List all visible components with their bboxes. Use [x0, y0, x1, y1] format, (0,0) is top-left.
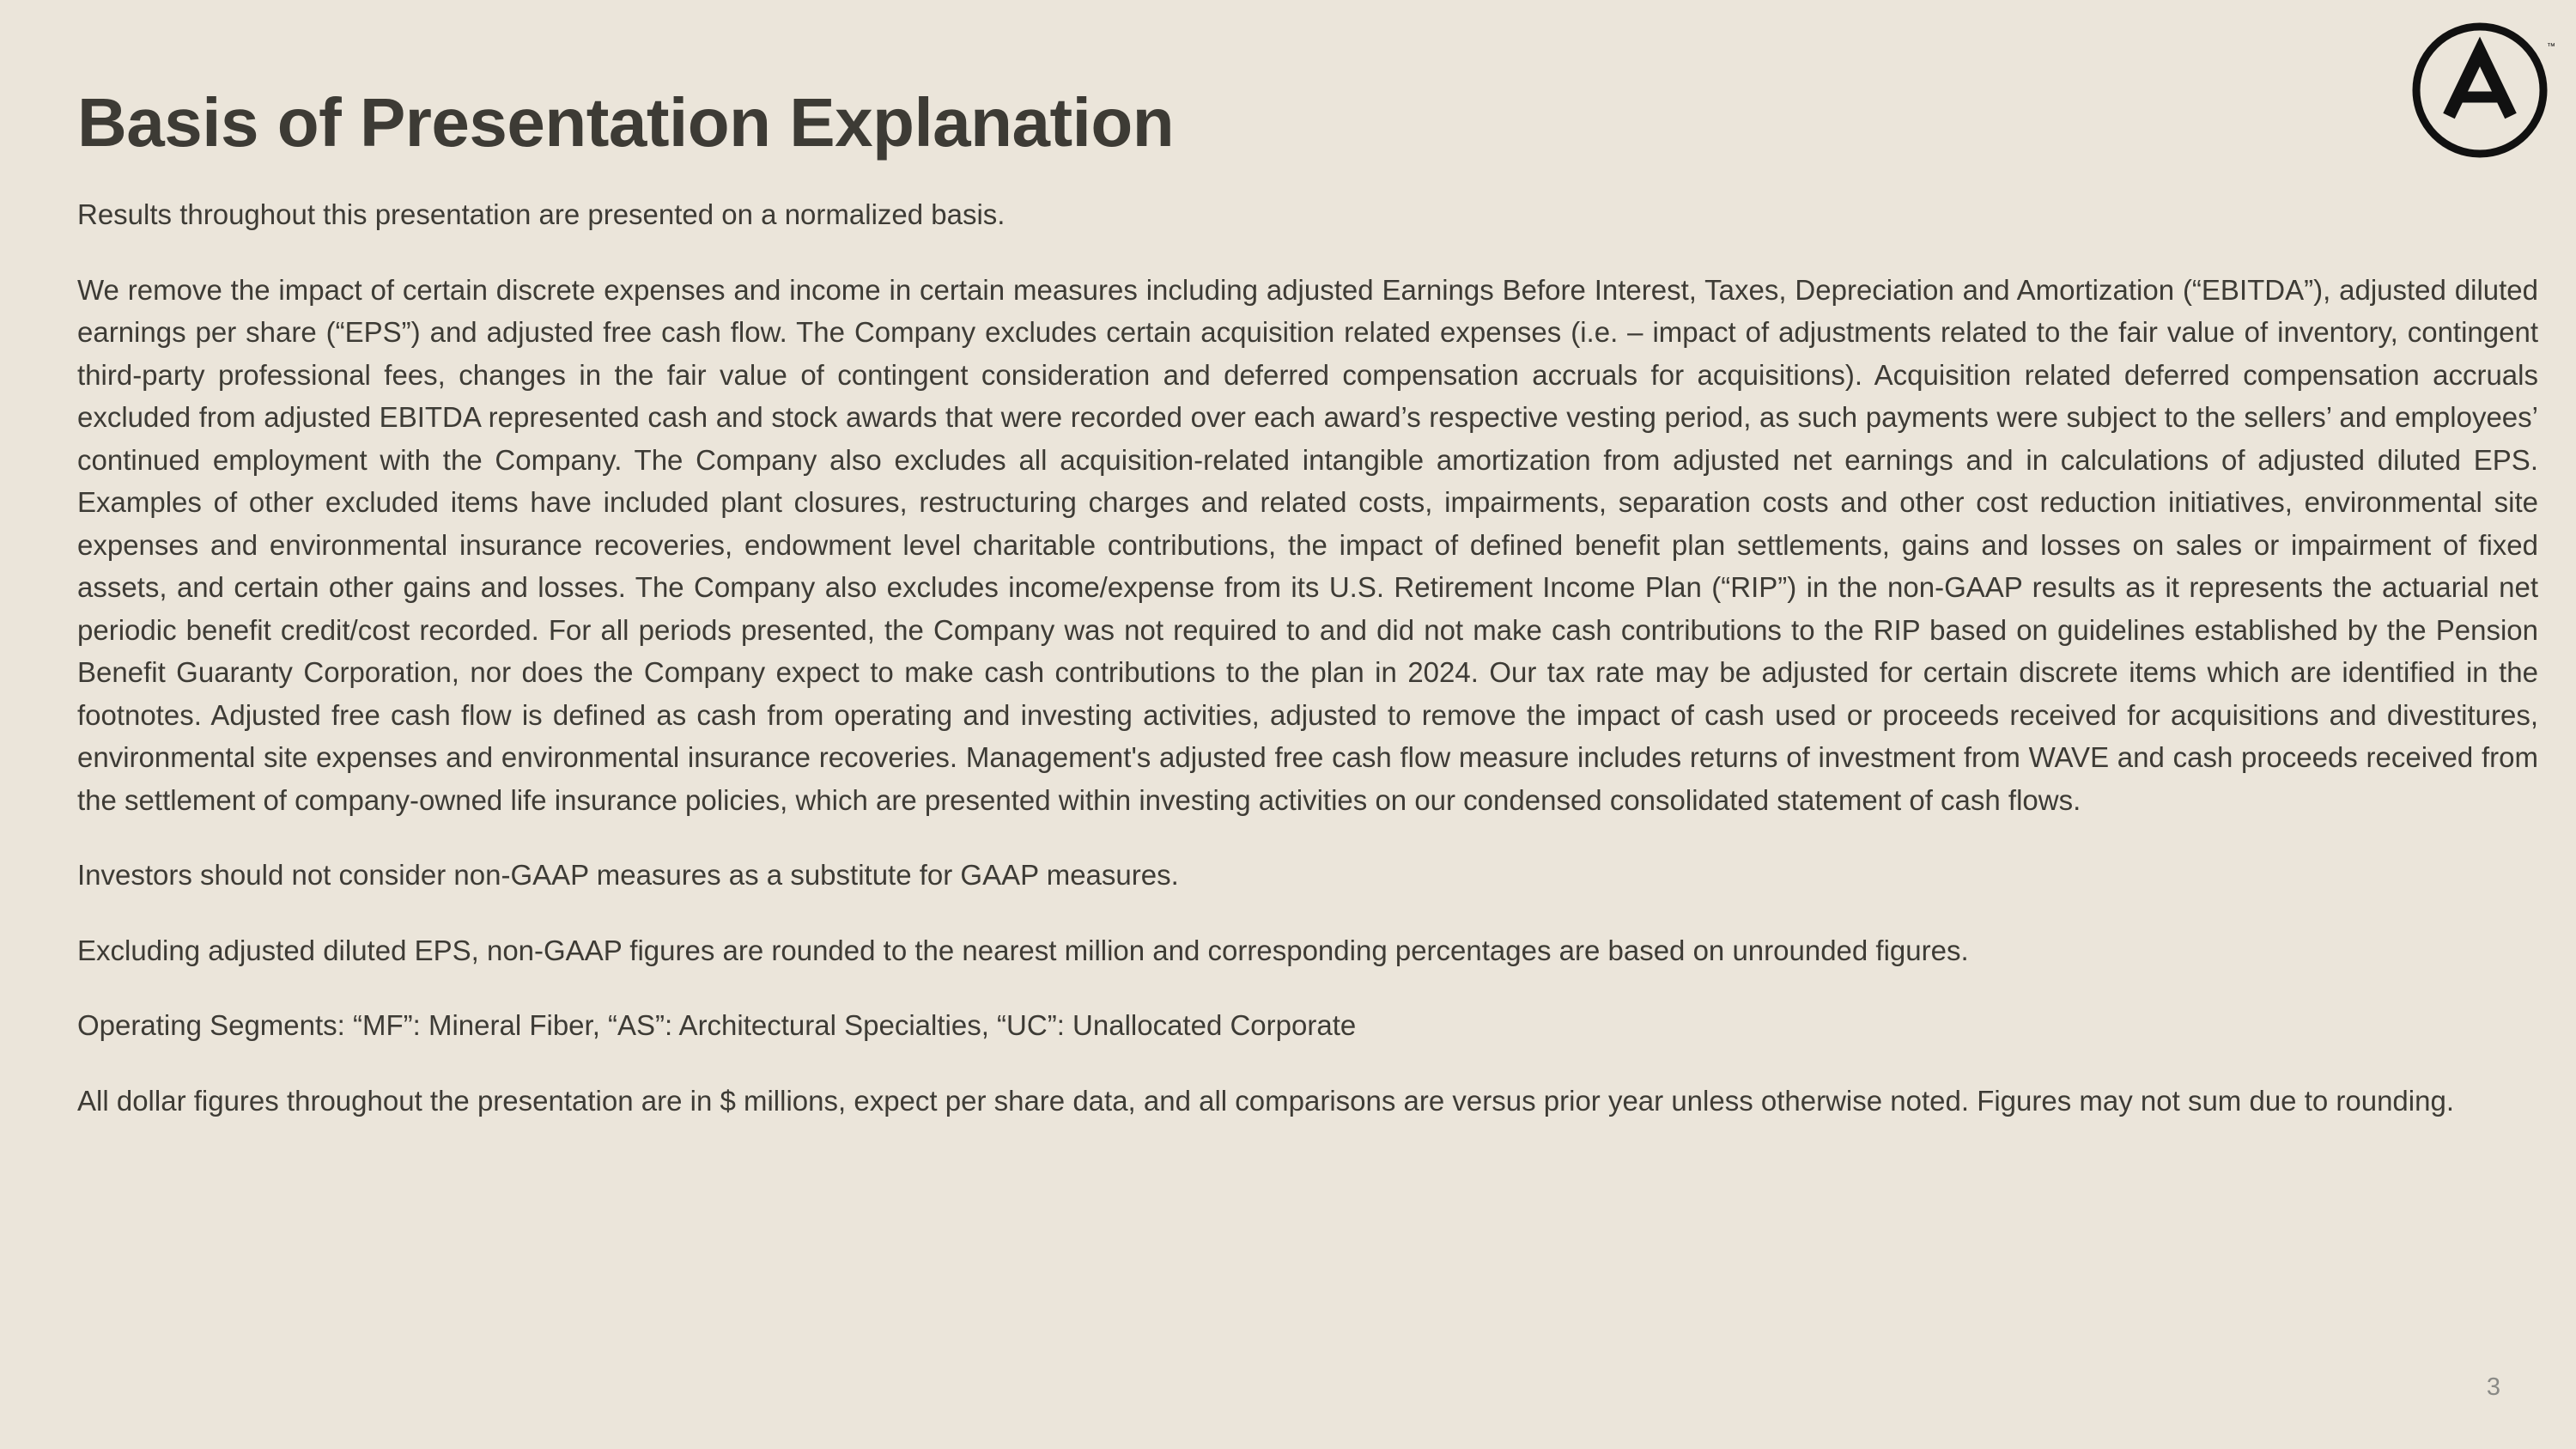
paragraph-rounding-basis: Excluding adjusted diluted EPS, non-GAAP figures are rounded to the nearest million and corresponding percentages are based on unrounded figures.	[77, 934, 1969, 966]
paragraph-dollar-figures: All dollar figures throughout the presentation are in $ millions, expect per share data, and all comparisons are versus prior year unless otherwise noted. Figures may not sum due to rounding.	[77, 1084, 2454, 1117]
body-text	[77, 193, 2538, 1154]
page-title: Basis of Presentation Explanation	[77, 84, 1175, 161]
paragraph-gaap-substitute: Investors should not consider non-GAAP measures as a substitute for GAAP measures.	[77, 859, 1179, 891]
page-number: 3	[2486, 1373, 2500, 1401]
paragraph-operating-segments: Operating Segments: “MF”: Mineral Fiber, “AS”: Architectural Specialties, “UC”: Unallocated Corporate	[77, 1009, 1357, 1041]
paragraph-adjustments: We remove the impact of certain discrete expenses and income in certain measures including adjusted Earnings Before Interest, Taxes, Depreciation and Amortization (“EBITDA”), adjusted diluted earnings per share (“EPS”) and adjusted free cash flow. The Company excludes certain acquisition related expenses (i.e. – impact of adjustments related to the fair value of inventory, contingent third-party professional fees, changes in the fair value of contingent consideration and deferred compensation accruals for acquisitions). Acquisition related deferred compensation accruals excluded from adjusted EBITDA represented cash and stock awards that were recorded over each award’s respective vesting period, as such payments were subject to the sellers’ and employees’ continued employment with the Company. The Company also excludes all acquisition-related intangible amortization from adjusted net earnings and in calculations of adjusted diluted EPS. Examples of other excluded items have included plant closures, restructuring charges and related costs, impairments, separation costs and other cost reduction initiatives, environmental site expenses and environmental insurance recoveries, endowment level charitable contributions, the impact of defined benefit plan settlements, gains and losses on sales or impairment of fixed assets, and certain other gains and losses. The Company also excludes income/expense from its U.S. Retirement Income Plan (“RIP”) in the non-GAAP results as it represents the actuarial net periodic benefit credit/cost recorded. For all periods presented, the Company was not required to and did not make cash contributions to the RIP based on guidelines established by the Pension Benefit Guaranty Corporation, nor does the Company expect to make cash contributions to the plan in 2024. Our tax rate may be adjusted for certain discrete items which are identified in the footnotes. Adjusted free cash flow is defined as cash from operating and investing activities, adjusted to remove the impact of cash used or proceeds received for acquisitions and divestitures, environmental site expenses and environmental insurance recoveries. Management's adjusted free cash flow measure includes returns of investment from WAVE and cash proceeds received from the settlement of company-owned life insurance policies, which are presented within investing activities on our condensed consolidated statement of cash flows.	[77, 273, 2538, 816]
company-logo	[2411, 19, 2557, 165]
trademark-symbol: ™	[2547, 42, 2555, 52]
letter-a-in-circle-logo-icon	[2411, 19, 2557, 165]
paragraph-normalized-basis: Results throughout this presentation are presented on a normalized basis.	[77, 198, 1005, 230]
